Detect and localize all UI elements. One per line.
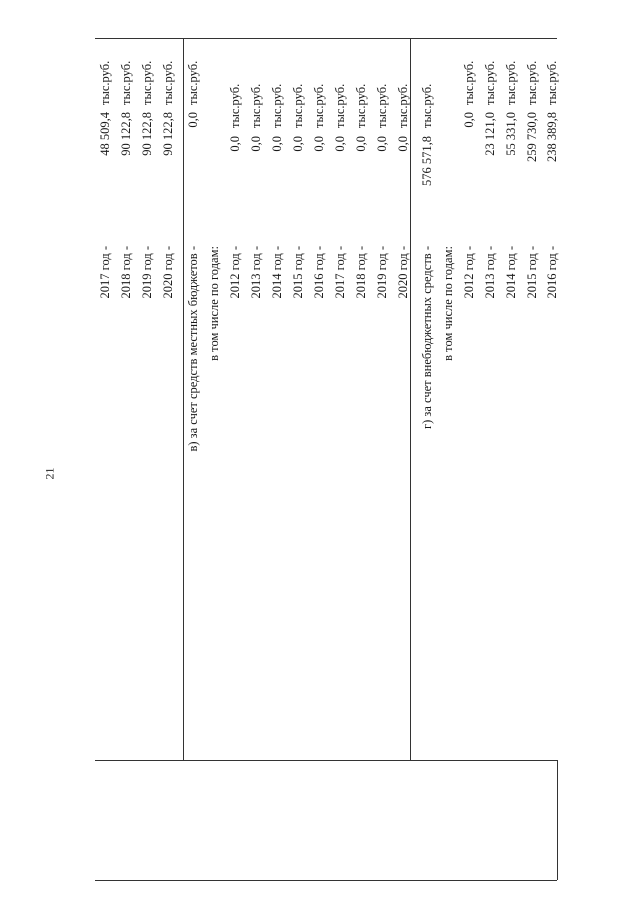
row-label: 2016 год - xyxy=(545,246,559,299)
section-subheader xyxy=(438,40,459,880)
table-row xyxy=(372,40,393,880)
row-unit: тыс.руб. xyxy=(545,60,559,105)
table-row xyxy=(158,40,179,880)
row-label: 2015 год - xyxy=(291,246,305,299)
table-row xyxy=(116,40,137,880)
row-value: 0,0 xyxy=(354,136,368,152)
row-value: 90 122,8 xyxy=(119,112,133,156)
row-label: 2013 год - xyxy=(249,246,263,299)
row-value: 90 122,8 xyxy=(161,112,175,156)
table-row xyxy=(543,40,561,880)
rotated-table xyxy=(95,40,561,880)
row-unit: тыс.руб. xyxy=(140,60,154,105)
row-label: 2013 год - xyxy=(483,246,497,299)
row-unit: тыс.руб. xyxy=(354,83,368,128)
section-total: 0,0 xyxy=(186,112,200,128)
section-header-offbudget xyxy=(417,40,438,880)
table-row xyxy=(225,40,246,880)
table-row xyxy=(459,40,480,880)
row-unit: тыс.руб. xyxy=(396,83,410,128)
section-unit: тыс.руб. xyxy=(186,60,200,105)
row-unit: тыс.руб. xyxy=(119,60,133,105)
row-unit: тыс.руб. xyxy=(228,83,242,128)
table-row xyxy=(309,40,330,880)
table-row xyxy=(480,40,501,880)
row-value: 48 509,4 xyxy=(98,112,112,156)
row-unit: тыс.руб. xyxy=(462,60,476,105)
section-header-local xyxy=(183,40,204,880)
table-bottom-rule xyxy=(95,880,557,881)
table-row xyxy=(288,40,309,880)
row-value: 259 730,0 xyxy=(525,112,539,162)
row-unit: тыс.руб. xyxy=(312,83,326,128)
row-label: 2020 год - xyxy=(396,246,410,299)
row-label: 2017 год - xyxy=(98,246,112,299)
table-top-rule xyxy=(95,38,557,39)
table-row xyxy=(351,40,372,880)
row-unit: тыс.руб. xyxy=(375,83,389,128)
row-label: 2019 год - xyxy=(140,246,154,299)
row-unit: тыс.руб. xyxy=(270,83,284,128)
subheader-text: в том числе по годам: xyxy=(207,246,221,361)
row-value: 238 389,8 xyxy=(545,112,559,162)
row-value: 0,0 xyxy=(291,136,305,152)
page-number: 21 xyxy=(42,467,57,480)
section-subheader xyxy=(204,40,225,880)
row-label: 2018 год - xyxy=(119,246,133,299)
subheader-text: в том числе по годам: xyxy=(441,246,455,361)
row-value: 55 331,0 xyxy=(504,112,518,156)
table-row xyxy=(501,40,522,880)
section-title: г) за счет внебюджетных средств - xyxy=(420,246,434,429)
row-label: 2014 год - xyxy=(504,246,518,299)
table-row xyxy=(137,40,158,880)
row-unit: тыс.руб. xyxy=(504,60,518,105)
row-label: 2020 год - xyxy=(161,246,175,299)
row-value: 0,0 xyxy=(375,136,389,152)
row-unit: тыс.руб. xyxy=(525,60,539,105)
row-label: 2012 год - xyxy=(462,246,476,299)
section-title: в) за счет средств местных бюджетов - xyxy=(186,246,200,452)
row-label: 2016 год - xyxy=(312,246,326,299)
row-unit: тыс.руб. xyxy=(98,60,112,105)
table-row xyxy=(522,40,543,880)
row-label: 2017 год - xyxy=(333,246,347,299)
row-value: 0,0 xyxy=(333,136,347,152)
row-value: 0,0 xyxy=(270,136,284,152)
row-unit: тыс.руб. xyxy=(291,83,305,128)
row-label: 2018 год - xyxy=(354,246,368,299)
row-label: 2019 год - xyxy=(375,246,389,299)
table-row xyxy=(246,40,267,880)
table-row xyxy=(393,40,414,880)
row-unit: тыс.руб. xyxy=(333,83,347,128)
section-total: 576 571,8 xyxy=(420,136,434,186)
row-unit: тыс.руб. xyxy=(483,60,497,105)
row-label: 2012 год - xyxy=(228,246,242,299)
row-unit: тыс.руб. xyxy=(249,83,263,128)
row-label: 2014 год - xyxy=(270,246,284,299)
row-value: 0,0 xyxy=(396,136,410,152)
row-unit: тыс.руб. xyxy=(161,60,175,105)
row-value: 23 121,0 xyxy=(483,112,497,156)
row-value: 0,0 xyxy=(249,136,263,152)
section-unit: тыс.руб. xyxy=(420,83,434,128)
table-row xyxy=(267,40,288,880)
table-row xyxy=(330,40,351,880)
row-value: 0,0 xyxy=(312,136,326,152)
row-value: 0,0 xyxy=(228,136,242,152)
row-label: 2015 год - xyxy=(525,246,539,299)
row-value: 0,0 xyxy=(462,112,476,128)
row-value: 90 122,8 xyxy=(140,112,154,156)
table-row xyxy=(95,40,116,880)
